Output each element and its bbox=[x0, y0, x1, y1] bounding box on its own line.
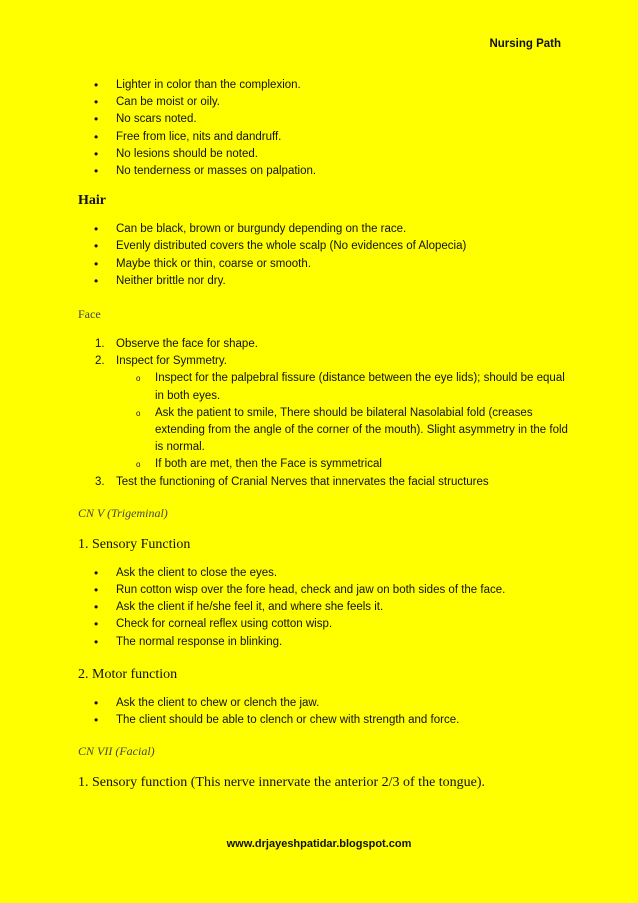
list-item: • The client should be able to clench or chew with strength and force. bbox=[78, 712, 568, 729]
cn5-motor-heading: 2. Motor function bbox=[78, 666, 178, 682]
cn5-sensory-bullet-list bbox=[78, 565, 568, 651]
step-text: Test the functioning of Cranial Nerves that innervates the facial structures bbox=[116, 475, 489, 488]
list-item: • Check for corneal reflex using cotton wisp. bbox=[78, 616, 568, 633]
cn7-sensory-heading: 1. Sensory function (This nerve innervate the anterior 2/3 of the tongue). bbox=[78, 775, 486, 791]
numbered-item bbox=[78, 336, 568, 353]
cn7-heading: CN VII (Facial) bbox=[78, 744, 155, 759]
list-item: • Maybe thick or thin, coarse or smooth. bbox=[78, 256, 568, 273]
intro-bullet-list bbox=[78, 77, 568, 180]
sub-list-item: o If both are met, then the Face is symmetrical bbox=[78, 456, 568, 473]
list-item: • Run cotton wisp over the fore head, check and jaw on both sides of the face. bbox=[78, 582, 568, 599]
sub-list-item: o Ask the patient to smile, There should be bilateral Nasolabial fold (creases extending from the angle of the corner of the mouth). Slight asymmetry in the fold is normal. bbox=[78, 405, 568, 457]
numbered-item bbox=[78, 474, 568, 491]
cn5-motor-bullet-list bbox=[78, 695, 568, 729]
list-item: • Ask the client to chew or clench the jaw. bbox=[78, 695, 568, 712]
face-step-list bbox=[78, 336, 568, 370]
list-item: • Ask the client if he/she feel it, and where she feels it. bbox=[78, 599, 568, 616]
list-item: • Ask the client to close the eyes. bbox=[78, 565, 568, 582]
list-item: • Can be black, brown or burgundy depending on the race. bbox=[78, 221, 568, 238]
list-item: • No scars noted. bbox=[78, 111, 568, 128]
step-text: Inspect for Symmetry. bbox=[116, 355, 227, 368]
page-header-title: Nursing Path bbox=[489, 38, 561, 50]
step-text: Observe the face for shape. bbox=[116, 338, 258, 351]
face-heading: Face bbox=[78, 307, 101, 322]
list-item: • No lesions should be noted. bbox=[78, 146, 568, 163]
list-item: • Lighter in color than the complexion. bbox=[78, 77, 568, 94]
list-item: • Evenly distributed covers the whole scalp (No evidences of Alopecia) bbox=[78, 238, 568, 255]
step-number: 2. bbox=[95, 355, 105, 368]
cn5-heading: CN V (Trigeminal) bbox=[78, 505, 168, 520]
sub-list-item: o Inspect for the palpebral fissure (distance between the eye lids); should be equal in both eyes. bbox=[78, 370, 568, 404]
numbered-item bbox=[78, 353, 568, 370]
page-content bbox=[78, 77, 568, 791]
hair-bullet-list bbox=[78, 221, 568, 290]
cn5-sensory-heading: 1. Sensory Function bbox=[78, 536, 191, 552]
symmetry-sub-list bbox=[78, 370, 568, 473]
list-item: • The normal response in blinking. bbox=[78, 634, 568, 651]
list-item: • Free from lice, nits and dandruff. bbox=[78, 129, 568, 146]
footer-url: www.drjayeshpatidar.blogspot.com bbox=[226, 838, 412, 850]
step-number: 1. bbox=[95, 338, 105, 351]
hair-heading: Hair bbox=[78, 193, 106, 209]
step-number: 3. bbox=[95, 475, 105, 488]
list-item: • Can be moist or oily. bbox=[78, 94, 568, 111]
list-item: • Neither brittle nor dry. bbox=[78, 273, 568, 290]
list-item: • No tenderness or masses on palpation. bbox=[78, 163, 568, 180]
face-step-list-continued bbox=[78, 474, 568, 491]
